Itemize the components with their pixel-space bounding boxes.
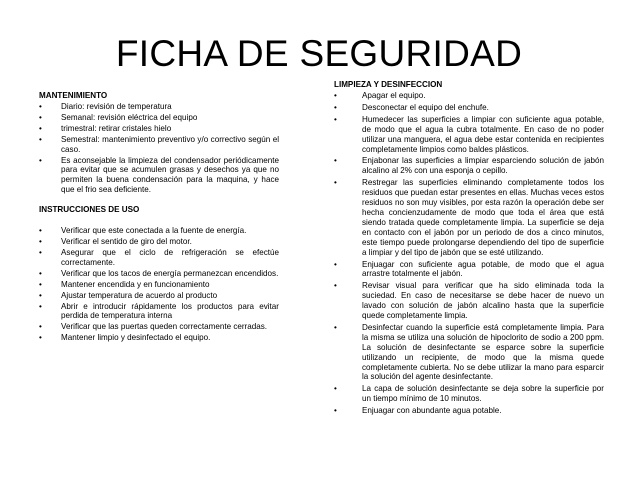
right-column — [334, 80, 604, 418]
list-item: • Humedecer las superficies a limpiar con suficiente agua potable, de modo que el agua la cubra totalmente. En caso de no poder utilizar una manguera, el agua debe estar contenida en recipientes completamente limpios como baldes plásticos. — [334, 115, 604, 155]
list-item: • Verificar que los tacos de energía permanezcan encendidos. — [39, 269, 279, 279]
limpieza-heading: LIMPIEZA Y DESINFECCION — [334, 80, 443, 89]
list-item: • Mantener limpio y desinfectado el equipo. — [39, 333, 279, 343]
list-item: • Ajustar temperatura de acuerdo al producto — [39, 291, 279, 301]
mantenimiento-heading: MANTENIMIENTO — [39, 91, 108, 100]
list-item: • La capa de solución desinfectante se deja sobre la superficie por un tiempo mínimo de 10 minutos. — [334, 384, 604, 404]
list-item: • trimestral: retirar cristales hielo — [39, 124, 279, 134]
list-item: • Verificar que este conectada a la fuente de energía. — [39, 226, 279, 236]
list-item: • Abrir e introducir rápidamente los productos para evitar perdida de temperatura interna — [39, 302, 279, 322]
spacer — [39, 196, 279, 205]
list-item: • Enjuagar con abundante agua potable. — [334, 406, 604, 416]
instrucciones-heading: INSTRUCCIONES DE USO — [39, 205, 140, 215]
spacer — [39, 216, 279, 226]
list-item: • Restregar las superficies eliminando completamente todos los residuos que puedan estar presentes en ellas. Muchas veces estos residuos no son muy visibles, por esta razón la operación debe ser hecha concienzudamente de modo que toda el área que está siendo tratada quede completamente limpia. La superficie se deja en contacto con el jabón por un periodo de dos a cinco minutos, este tiempo puede prolongarse dependiendo del tipo de superficie a limpiar y del tipo de jabón que se esté utilizando. — [334, 178, 604, 257]
list-item: • Enjabonar las superficies a limpiar esparciendo solución de jabón alcalino al 2% con una esponja o cepillo. — [334, 156, 604, 176]
list-item: • Asegurar que el ciclo de refrigeración se efectúe correctamente. — [39, 248, 279, 268]
page-title: FICHA DE SEGURIDAD — [115, 33, 523, 74]
list-item: • Desconectar el equipo del enchufe. — [334, 103, 604, 113]
list-item: • Enjuagar con suficiente agua potable, de modo que el agua arrastre totalmente el jabón. — [334, 260, 604, 280]
list-item: • Semanal: revisión eléctrica del equipo — [39, 113, 279, 123]
list-item: • Es aconsejable la limpieza del condensador periódicamente para evitar que se acumulen grasas y desechos ya que no permiten la buena condensación para la maquina, y hace que el frio sea deficiente. — [39, 156, 279, 196]
list-item: • Mantener encendida y en funcionamiento — [39, 280, 279, 290]
limpieza-list — [334, 91, 604, 416]
list-item: • Revisar visual para verificar que ha sido eliminada toda la suciedad. En caso de necesitarse se debe hacer de nuevo un lavado con solución de jabón alcalino hasta que la superficie quede completamente limpia. — [334, 281, 604, 321]
left-column — [39, 91, 279, 344]
mantenimiento-list — [39, 102, 279, 195]
list-item: • Verificar el sentido de giro del motor. — [39, 237, 279, 247]
instrucciones-list — [39, 226, 279, 343]
list-item: • Diario: revisión de temperatura — [39, 102, 279, 112]
list-item: • Semestral: mantenimiento preventivo y/o correctivo según el caso. — [39, 135, 279, 155]
list-item: • Apagar el equipo. — [334, 91, 604, 101]
list-item: • Desinfectar cuando la superficie está completamente limpia. Para la misma se utiliza una solución de hipoclorito de sodio a 200 ppm. La solución de desinfectante se esparce sobre la superficie utilizando un recipiente, de modo que la misma quede completamente cubierta. No se debe utilizar la mano para esparcir la solución del agente desinfectante. — [334, 323, 604, 382]
list-item: • Verificar que las puertas queden correctamente cerradas. — [39, 322, 279, 332]
